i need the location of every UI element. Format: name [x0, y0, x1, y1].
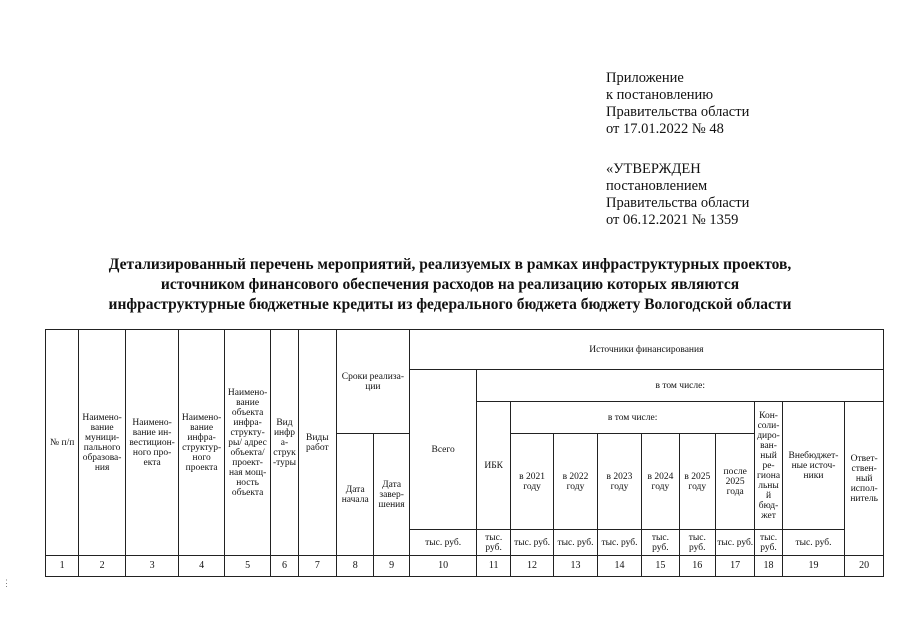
title-line: инфраструктурные бюджетные кредиты из федерального бюджета бюджету Вологодской области [108, 296, 792, 313]
column-number: 19 [782, 556, 845, 577]
header-including: в том числе: [477, 370, 884, 402]
header-after-2025: после 2025 года [715, 434, 754, 530]
column-number: 17 [715, 556, 754, 577]
column-number: 16 [679, 556, 715, 577]
header-terms: Сроки реализа-ции [337, 330, 410, 434]
header-ibk: ИБК [477, 402, 510, 530]
title-line: Детализированный перечень мероприятий, реализуемых в рамках инфраструктурных проектов, [108, 256, 792, 273]
header-year-2021: в 2021 году [510, 434, 553, 530]
header-year-2023: в 2023 году [597, 434, 641, 530]
document-title [40, 255, 860, 315]
appendix-line: Приложение [606, 70, 684, 86]
column-number: 5 [224, 556, 270, 577]
header-including-2: в том числе: [510, 402, 755, 434]
approved-line: от 06.12.2021 № 1359 [606, 212, 739, 228]
approved-line: Правительства области [606, 195, 750, 211]
column-number: 8 [337, 556, 374, 577]
column-number: 15 [642, 556, 679, 577]
header-work-types: Виды работ [298, 330, 336, 556]
unit-total: тыс. руб. [409, 530, 477, 556]
measures-table [45, 329, 884, 577]
unit-after-2025: тыс. руб. [715, 530, 754, 556]
column-number: 18 [755, 556, 782, 577]
column-number: 4 [179, 556, 224, 577]
header-end-date: Дата завер-шения [374, 434, 409, 556]
header-infra-type: Вид инфра-струк-туры [271, 330, 298, 556]
unit-2025: тыс. руб. [679, 530, 715, 556]
header-sources: Источники финансирования [409, 330, 883, 370]
unit-2023: тыс. руб. [597, 530, 641, 556]
header-year-2022: в 2022 году [554, 434, 597, 530]
column-number: 6 [271, 556, 298, 577]
column-number-row [46, 556, 884, 577]
unit-2024: тыс. руб. [642, 530, 679, 556]
column-number: 13 [554, 556, 597, 577]
header-total: Всего [409, 370, 477, 530]
unit-2022: тыс. руб. [554, 530, 597, 556]
appendix-block [606, 70, 749, 138]
scan-margin-mark: ⋮ [2, 578, 11, 588]
header-infra-project: Наимено-вание инфра-структур-ного проекта [179, 330, 224, 556]
column-number: 14 [597, 556, 641, 577]
header-investment-project: Наимено-вание ин-вестицион-ного про-екта [125, 330, 179, 556]
unit-2021: тыс. руб. [510, 530, 553, 556]
column-number: 9 [374, 556, 409, 577]
column-number: 12 [510, 556, 553, 577]
header-consolidated: Кон-соли-диро-ван-ный ре-гиона льный бюд-жет [755, 402, 782, 530]
appendix-line: Правительства области [606, 104, 750, 120]
column-number: 11 [477, 556, 510, 577]
unit-extrabudget: тыс. руб. [782, 530, 845, 556]
header-num: № п/п [46, 330, 79, 556]
approved-block [606, 161, 749, 229]
header-executor: Ответ-ствен-ный испол-нитель [845, 402, 884, 556]
approved-line: постановлением [606, 178, 708, 194]
column-number: 3 [125, 556, 179, 577]
unit-consolidated: тыс. руб. [755, 530, 782, 556]
column-number: 10 [409, 556, 477, 577]
unit-ibk: тыс. руб. [477, 530, 510, 556]
appendix-line: к постановлению [606, 87, 714, 103]
header-extrabudget: Внебюджет-ные источ-ники [782, 402, 845, 530]
header-start-date: Дата начала [337, 434, 374, 556]
column-number: 20 [845, 556, 884, 577]
approved-line: «УТВЕРЖДЕН [606, 161, 701, 177]
column-number: 7 [298, 556, 336, 577]
header-year-2024: в 2024 году [642, 434, 679, 530]
column-number: 2 [79, 556, 125, 577]
column-number: 1 [46, 556, 79, 577]
appendix-line: от 17.01.2022 № 48 [606, 121, 724, 137]
header-municipality: Наимено-вание муници-пального образова-ния [79, 330, 125, 556]
header-object: Наимено-вание объекта инфра-структу-ры/ адрес объекта/ проект-ная мощ-ность объекта [224, 330, 270, 556]
header-year-2025: в 2025 году [679, 434, 715, 530]
title-line: источником финансового обеспечения расходов на реализацию которых являются [160, 276, 740, 293]
